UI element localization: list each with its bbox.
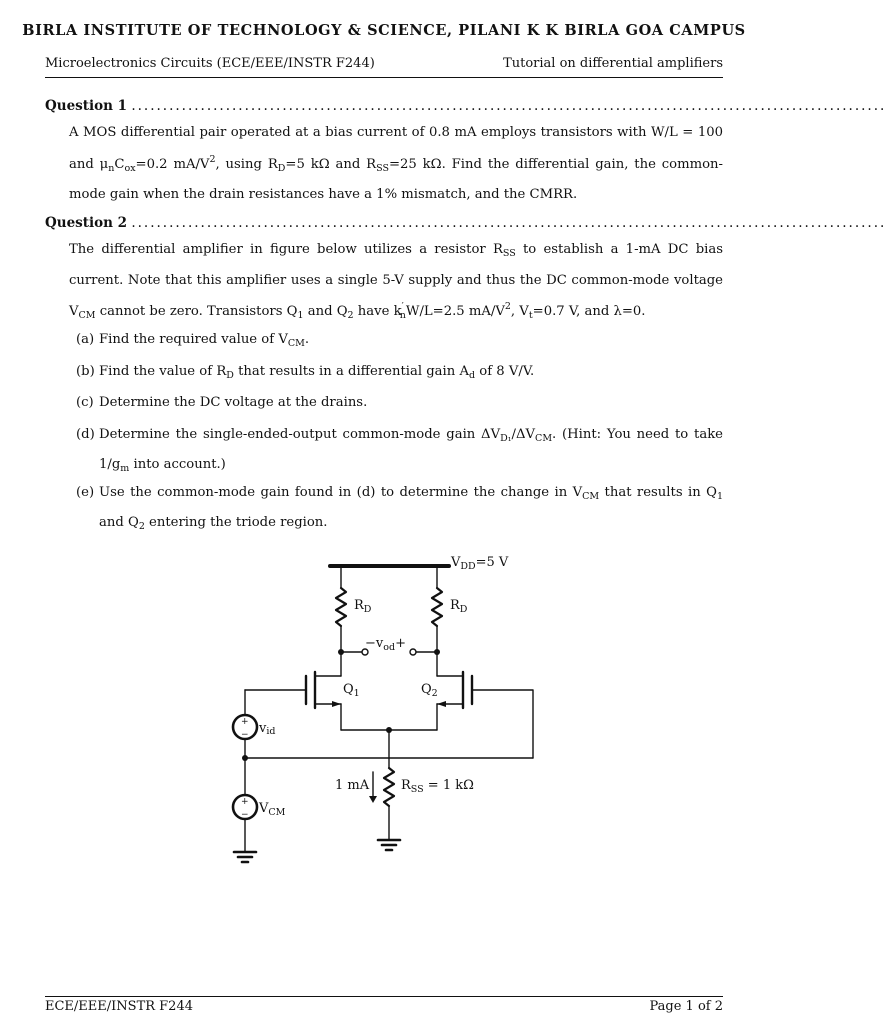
q2-gate-wire <box>472 690 533 758</box>
vcm-label: $V_{CM}$ <box>259 801 286 818</box>
current-arrow-head <box>369 796 377 803</box>
rd-left-label: $R_D$ <box>354 598 372 615</box>
question-1-heading: Question 1 ........................................................................................................................ <box>45 98 886 114</box>
rd-right-label: $R_D$ <box>450 598 468 615</box>
list-item-e: (e) Use the common-mode gain found in (d) to determine the change in $V_{CM}$ that results in $Q_1$ and $Q_2$ entering the triode region. <box>76 485 723 532</box>
rss-resistor <box>384 768 394 806</box>
node-right-drain <box>434 649 440 655</box>
q1-label: $Q_1$ <box>343 682 360 699</box>
question-2-text: The differential amplifier in figure below utilizes a resistor $R_{SS}$ to establish a 1-mA DC bias current. Note that this amplifier uses a single 5-V supply and thus the DC common-mode voltage $V_{CM}$ cannot be zero. Transistors $Q_1$ and $Q_2$ have $k'_nW/L=2.5$ $mA/V^2$, $V_t=0.7$ V, and λ=0. <box>69 242 723 321</box>
rd-left-resistor <box>336 588 346 626</box>
footer-course-code: ECE/EEE/INSTR F244 <box>45 999 193 1014</box>
list-item-d: (d) Determine the single-ended-output common-mode gain $\Delta V_{D_1}/\Delta V_{CM}$. (Hint: You need to take $1/g_m$ into account.) <box>76 427 723 474</box>
vod-label: $-v_{od}+$ <box>365 636 406 653</box>
node-common-mode <box>242 755 248 761</box>
q2-label: $Q_2$ <box>421 682 438 699</box>
list-item-c: (c) Determine the DC voltage at the drains. <box>76 395 368 410</box>
node-tail <box>386 727 392 733</box>
q2-source-arrow <box>437 701 446 707</box>
out-right-terminal <box>410 649 416 655</box>
footer-page-number: Page 1 of 2 <box>649 999 723 1014</box>
vid-label: vid <box>259 721 276 737</box>
institution-title: BIRLA INSTITUTE OF TECHNOLOGY & SCIENCE, PILANI K K BIRLA GOA CAMPUS <box>22 22 746 39</box>
node-left-drain <box>338 649 344 655</box>
vdd-label: $V_{DD}=5$ V <box>451 555 509 572</box>
rd-right-resistor <box>432 588 442 626</box>
vid-minus-sign: − <box>241 730 249 740</box>
list-item-a: (a) Find the required value of $V_{CM}$. <box>76 332 310 349</box>
rss-label: $R_{SS} = 1$ kΩ <box>401 778 474 795</box>
vcm-plus-sign: + <box>241 797 249 807</box>
question-2-heading: Question 2 ........................................................................................................................ <box>45 215 886 231</box>
current-label: 1 mA <box>335 778 370 793</box>
vid-plus-sign: + <box>241 717 249 727</box>
footer-rule <box>45 996 723 997</box>
q1-source-arrow <box>332 701 341 707</box>
course-name: Microelectronics Circuits (ECE/EEE/INSTR F244) <box>45 56 375 71</box>
list-item-b: (b) Find the value of $R_D$ that results in a differential gain $A_d$ of 8 V/V. <box>76 364 535 381</box>
tutorial-title: Tutorial on differential amplifiers <box>503 56 723 71</box>
vcm-minus-sign: − <box>241 810 249 820</box>
question-1-text: A MOS differential pair operated at a bias current of 0.8 mA employs transistors with W/L = 100 and $\mu_nC_{ox}=0.2$ $mA/V^2$, using $R_D=5$ kΩ and $R_{SS}=25$ kΩ. Find the differential gain, the common-mode gain when the drain resistances have a 1% mismatch, and the CMRR. <box>69 125 723 202</box>
